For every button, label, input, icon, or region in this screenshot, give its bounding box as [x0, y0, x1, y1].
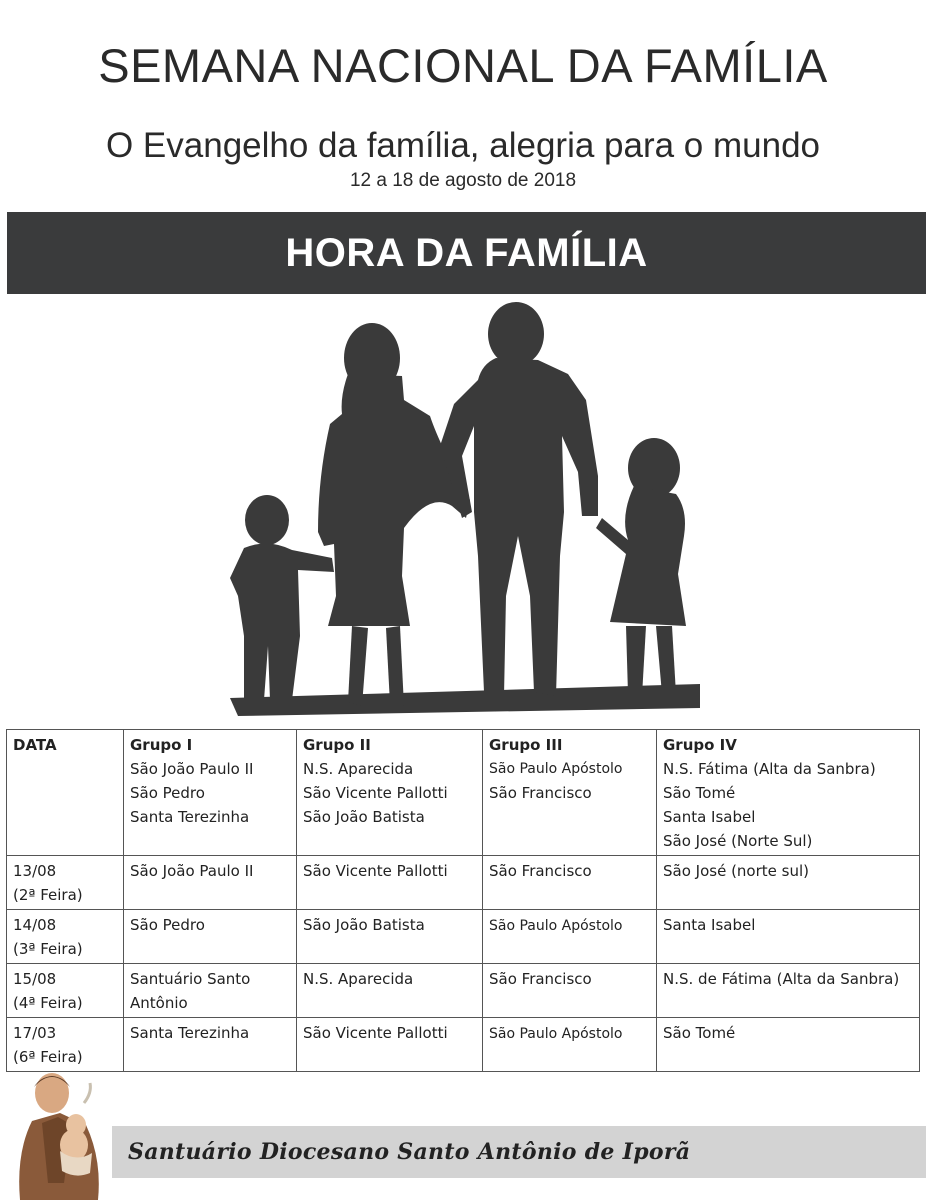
date-cell [7, 856, 124, 910]
table-row [7, 910, 920, 964]
group-1-cell [124, 856, 297, 910]
group-2-cell [297, 856, 483, 910]
table-row [7, 964, 920, 1018]
table-header-row [7, 730, 920, 856]
header-title: Grupo I [130, 736, 193, 754]
parish-name: São Pedro [130, 784, 205, 802]
weekday-value: (4ª Feira) [13, 994, 83, 1012]
group-2-cell [297, 1018, 483, 1072]
parish-name: São José (norte sul) [663, 862, 809, 880]
parish-name: Santuário Santo Antônio [130, 970, 251, 1012]
table-row [7, 856, 920, 910]
parish-name: N.S. Aparecida [303, 760, 414, 778]
parish-name: N.S. Fátima (Alta da Sanbra) [663, 760, 876, 778]
date-value: 13/08 [13, 862, 57, 880]
group-1-cell [124, 910, 297, 964]
weekday-value: (2ª Feira) [13, 886, 83, 904]
page-title: SEMANA NACIONAL DA FAMÍLIA [98, 39, 828, 92]
parish-name: São Pedro [130, 916, 205, 934]
parish-name: São Tomé [663, 784, 736, 802]
event-dates: 12 a 18 de agosto de 2018 [349, 170, 577, 191]
parish-name: São Vicente Pallotti [303, 1024, 448, 1042]
parish-name: São Francisco [489, 784, 592, 802]
parish-name: São Vicente Pallotti [303, 862, 448, 880]
parish-name: São João Batista [303, 808, 425, 826]
parish-name: Santa Isabel [663, 916, 756, 934]
banner-title: HORA DA FAMÍLIA [285, 230, 648, 275]
footer-sanctuary-name: Santuário Diocesano Santo Antônio de Iporã [128, 1139, 691, 1165]
saint-anthony-image [2, 1063, 112, 1200]
parish-name: N.S. de Fátima (Alta da Sanbra) [663, 970, 900, 988]
schedule-table [6, 729, 920, 1072]
group-2-cell [297, 910, 483, 964]
parish-name: São Francisco [489, 970, 592, 988]
footer-bar [112, 1126, 926, 1178]
section-banner [7, 212, 926, 294]
girl-silhouette [596, 438, 686, 696]
parish-name: São Tomé [663, 1024, 736, 1042]
header-group-3 [483, 730, 657, 856]
parish-name: São Vicente Pallotti [303, 784, 448, 802]
group-1-cell [124, 964, 297, 1018]
header-group-1 [124, 730, 297, 856]
date-value: 14/08 [13, 916, 57, 934]
group-3-cell [483, 1018, 657, 1072]
header-group-2 [297, 730, 483, 856]
date-value: 15/08 [13, 970, 57, 988]
parish-name: Santa Isabel [663, 808, 756, 826]
date-cell [7, 910, 124, 964]
parish-name: São Paulo Apóstolo [489, 761, 623, 777]
parish-name: São João Paulo II [130, 760, 254, 778]
group-1-cell [124, 1018, 297, 1072]
header-date [7, 730, 124, 856]
header-title: Grupo IV [663, 736, 737, 754]
weekday-value: (6ª Feira) [13, 1048, 83, 1066]
father-silhouette [440, 302, 598, 696]
parish-name: Santa Terezinha [130, 1024, 250, 1042]
parish-name: São Paulo Apóstolo [489, 1026, 623, 1042]
parish-name: São João Paulo II [130, 862, 254, 880]
family-silhouette-image [0, 296, 926, 726]
header-title: Grupo III [489, 736, 563, 754]
mother-silhouette [318, 323, 470, 706]
group-4-cell [657, 1018, 920, 1072]
group-3-cell [483, 856, 657, 910]
group-4-cell [657, 856, 920, 910]
weekday-value: (3ª Feira) [13, 940, 83, 958]
parish-name: São Paulo Apóstolo [489, 918, 623, 934]
group-4-cell [657, 910, 920, 964]
header-group-4 [657, 730, 920, 856]
group-3-cell [483, 964, 657, 1018]
page-subtitle: O Evangelho da família, alegria para o mundo [105, 126, 821, 165]
parish-name: São João Batista [303, 916, 425, 934]
group-4-cell [657, 964, 920, 1018]
parish-name: São José (Norte Sul) [663, 832, 813, 850]
date-cell [7, 964, 124, 1018]
date-value: 17/03 [13, 1024, 57, 1042]
parish-name: São Francisco [489, 862, 592, 880]
header-title: DATA [13, 736, 57, 754]
parish-name: N.S. Aparecida [303, 970, 414, 988]
header-title: Grupo II [303, 736, 371, 754]
group-2-cell [297, 964, 483, 1018]
group-3-cell [483, 910, 657, 964]
parish-name: Santa Terezinha [130, 808, 250, 826]
table-row [7, 1018, 920, 1072]
